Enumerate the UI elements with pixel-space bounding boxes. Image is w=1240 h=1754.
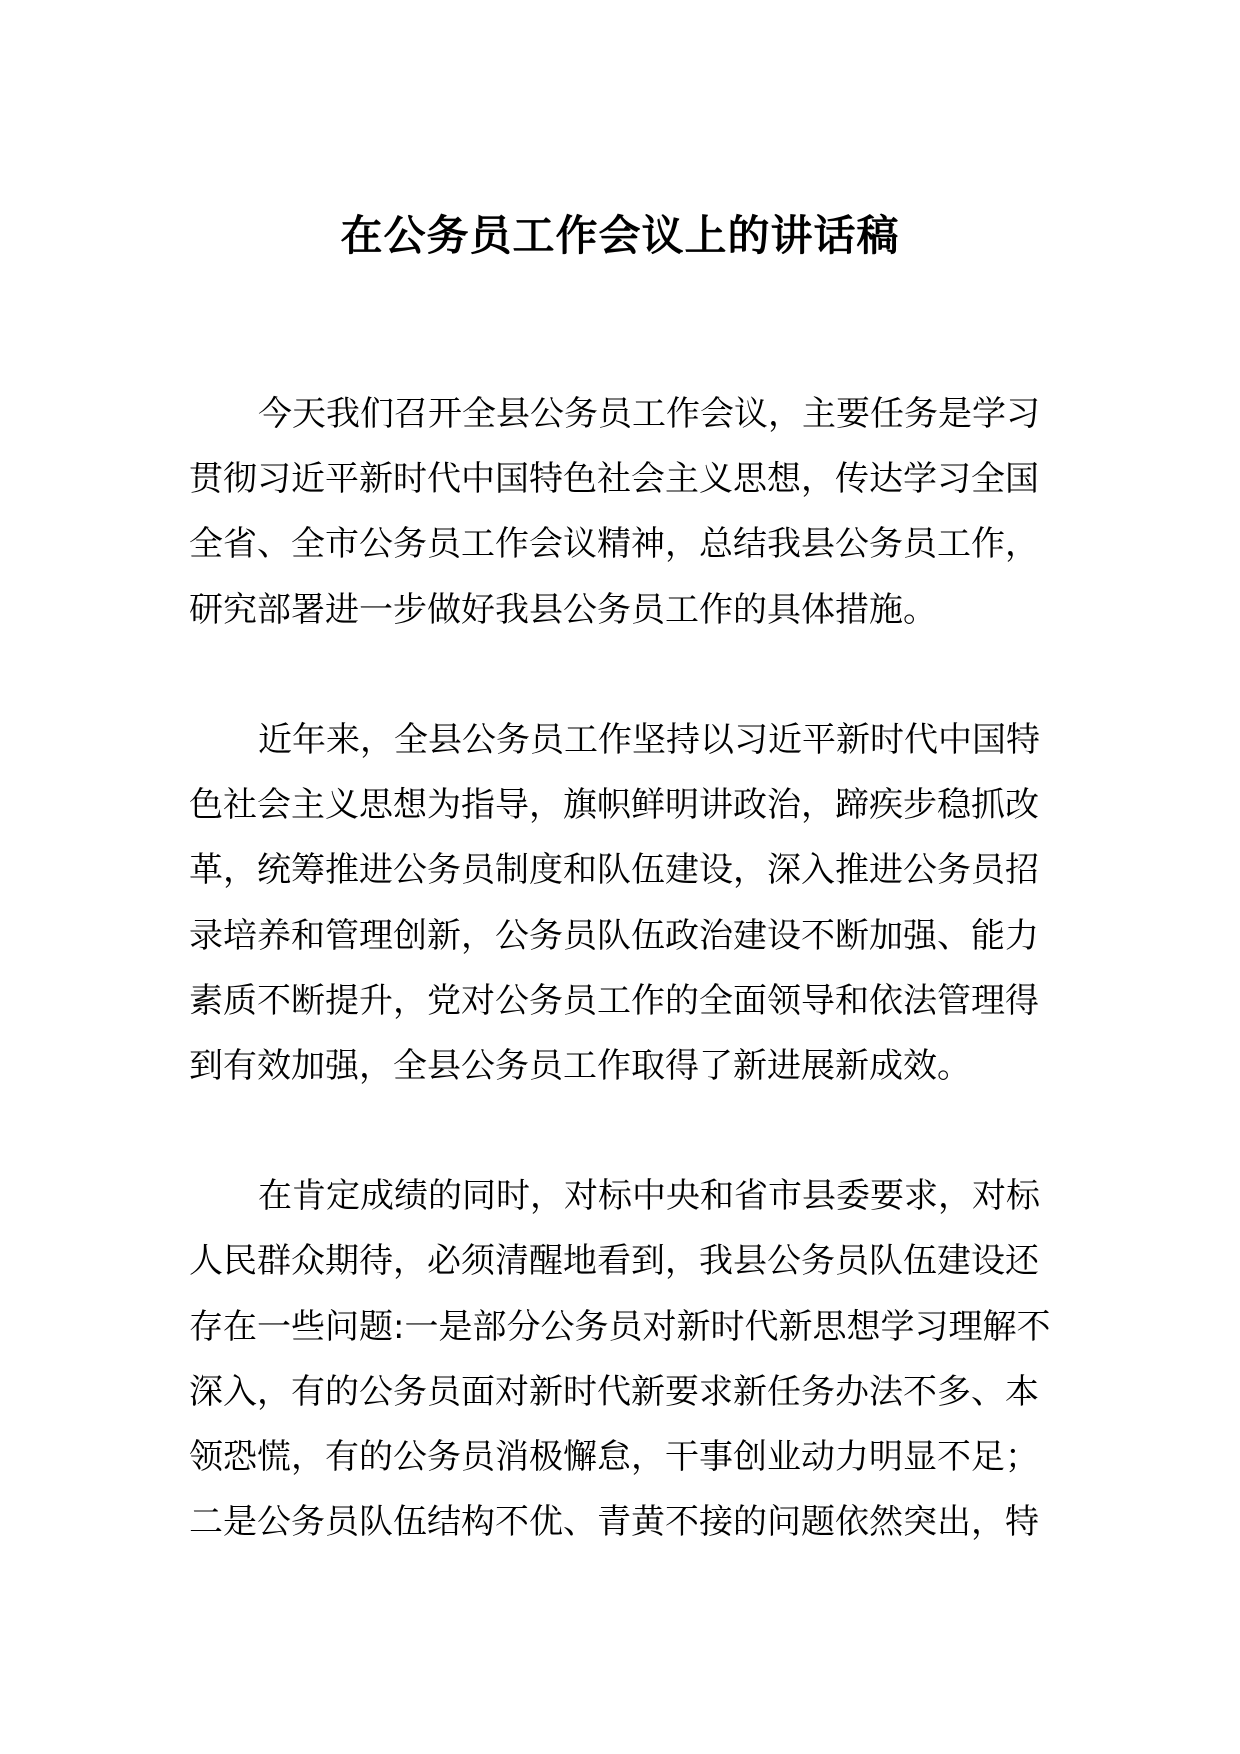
paragraph-line: 研究部署进一步做好我县公务员工作的具体措施。 (189, 589, 937, 630)
paragraph-line: 贯彻习近平新时代中国特色社会主义思想，传达学习全国 (189, 459, 1039, 500)
document-body (189, 382, 1069, 1555)
document-title: 在公务员工作会议上的讲话稿 (340, 211, 900, 260)
paragraph-line: 全省、全市公务员工作会议精神，总结我县公务员工作， (189, 524, 1039, 565)
paragraph-line: 深入，有的公务员面对新时代新要求新任务办法不多、本 (189, 1371, 1039, 1412)
paragraph (189, 382, 1069, 643)
paragraph-line: 革，统筹推进公务员制度和队伍建设，深入推进公务员招 (189, 850, 1039, 891)
paragraph-line: 存在一些问题:一是部分公务员对新时代新思想学习理解不 (189, 1306, 1051, 1347)
paragraph-line: 录培养和管理创新，公务员队伍政治建设不断加强、能力 (189, 915, 1039, 956)
paragraph-line: 色社会主义思想为指导，旗帜鲜明讲政治，蹄疾步稳抓改 (189, 785, 1039, 826)
paragraph-line: 人民群众期待，必须清醒地看到，我县公务员队伍建设还 (189, 1241, 1039, 1282)
paragraph-gap (189, 643, 1069, 708)
paragraph-line: 二是公务员队伍结构不优、青黄不接的问题依然突出，特 (189, 1502, 1039, 1543)
paragraph-line: 到有效加强，全县公务员工作取得了新进展新成效。 (189, 1045, 971, 1086)
paragraph-line: 今天我们召开全县公务员工作会议，主要任务是学习 (258, 394, 1040, 434)
paragraph-line: 领恐慌，有的公务员消极懈怠，干事创业动力明显不足； (189, 1437, 1039, 1477)
paragraph-line: 在肯定成绩的同时，对标中央和省市县委要求，对标 (258, 1176, 1040, 1217)
paragraph-line: 素质不断提升，党对公务员工作的全面领导和依法管理得 (189, 980, 1039, 1021)
paragraph-gap (189, 1099, 1069, 1164)
paragraph (189, 708, 1069, 1099)
paragraph (189, 1164, 1069, 1555)
paragraph-line: 近年来，全县公务员工作坚持以习近平新时代中国特 (258, 719, 1040, 760)
